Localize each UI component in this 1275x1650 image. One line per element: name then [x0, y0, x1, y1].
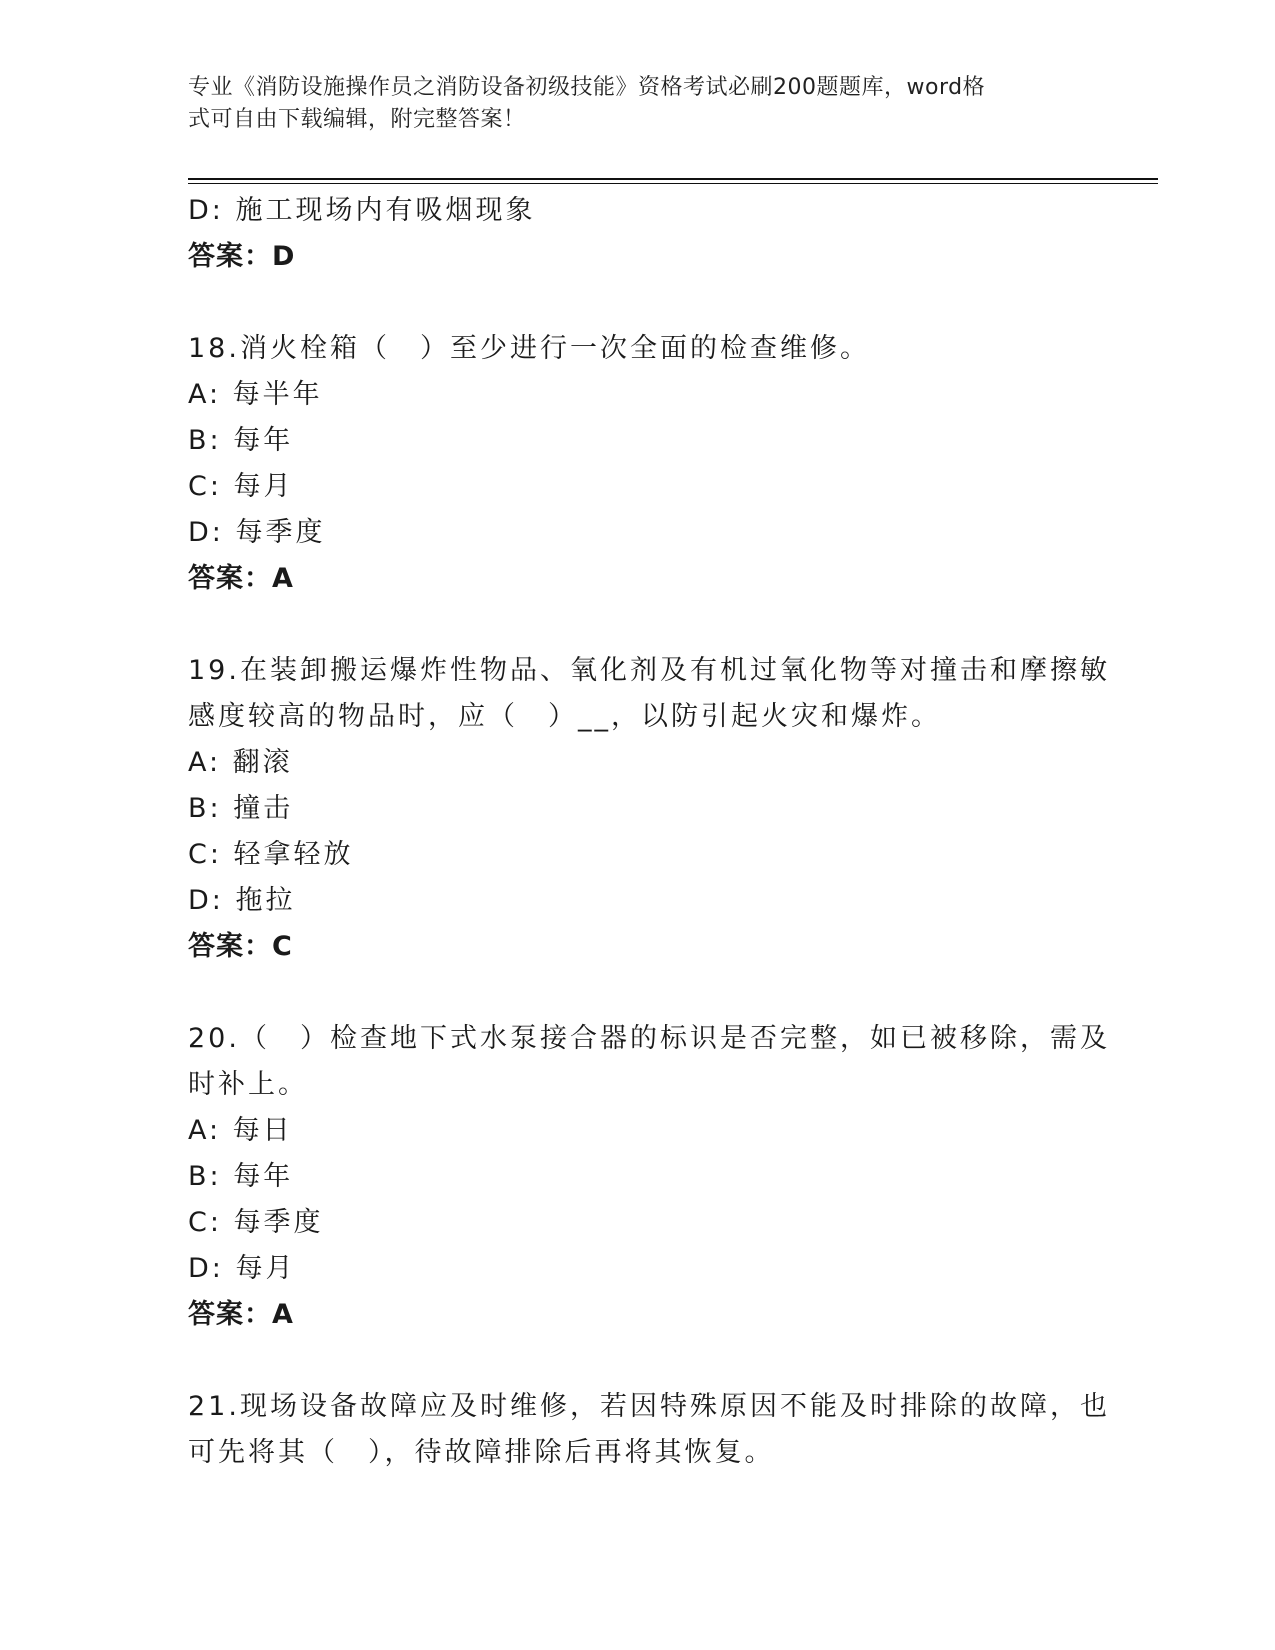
header-divider-thick	[188, 178, 1158, 180]
question-18-option-c: C: 每月	[188, 471, 294, 502]
option-d: D: 施工现场内有吸烟现象	[188, 195, 536, 226]
header-title-line-1: 专业《消防设施操作员之消防设备初级技能》资格考试必刷200题题库，word格	[188, 75, 986, 100]
spacer	[188, 602, 1088, 648]
question-21-stem-line-2: 可先将其（ ），待故障排除后再将其恢复。	[188, 1437, 775, 1468]
question-18-stem: 18.消火栓箱（ ）至少进行一次全面的检查维修。	[188, 333, 870, 364]
question-19-option-b: B: 撞击	[188, 793, 294, 824]
spacer	[188, 1338, 1088, 1384]
question-20-stem-line-1: 20.（ ）检查地下式水泵接合器的标识是否完整，如已被移除，需及	[188, 1023, 1110, 1054]
header-title-line-2: 式可自由下载编辑，附完整答案！	[188, 107, 526, 132]
question-20-stem-line-2: 时补上。	[188, 1069, 308, 1100]
question-18-option-b: B: 每年	[188, 425, 294, 456]
question-19-option-d: D: 拖拉	[188, 885, 296, 916]
question-18-option-a: A: 每半年	[188, 379, 323, 410]
question-19-answer: 答案：C	[188, 931, 293, 962]
spacer	[188, 280, 1088, 326]
question-21-stem-line-1: 21.现场设备故障应及时维修，若因特殊原因不能及时排除的故障，也	[188, 1391, 1110, 1422]
question-18-option-d: D: 每季度	[188, 517, 326, 548]
question-content	[188, 188, 1110, 1476]
question-20-option-b: B: 每年	[188, 1161, 294, 1192]
question-19-stem-line-1: 19.在装卸搬运爆炸性物品、氧化剂及有机过氧化物等对撞击和摩擦敏	[188, 655, 1110, 686]
document-header	[188, 72, 1068, 136]
answer-line: 答案：D	[188, 241, 296, 272]
question-18-answer: 答案：A	[188, 563, 294, 594]
question-19-option-a: A: 翻滚	[188, 747, 293, 778]
spacer	[188, 970, 1088, 1016]
question-19-option-c: C: 轻拿轻放	[188, 839, 354, 870]
header-divider-thin	[188, 183, 1158, 184]
question-20-option-d: D: 每月	[188, 1253, 296, 1284]
question-20-option-c: C: 每季度	[188, 1207, 324, 1238]
question-20-answer: 答案：A	[188, 1299, 294, 1330]
question-19-stem-line-2: 感度较高的物品时，应（ ）__，以防引起火灾和爆炸。	[188, 701, 941, 732]
question-20-option-a: A: 每日	[188, 1115, 293, 1146]
